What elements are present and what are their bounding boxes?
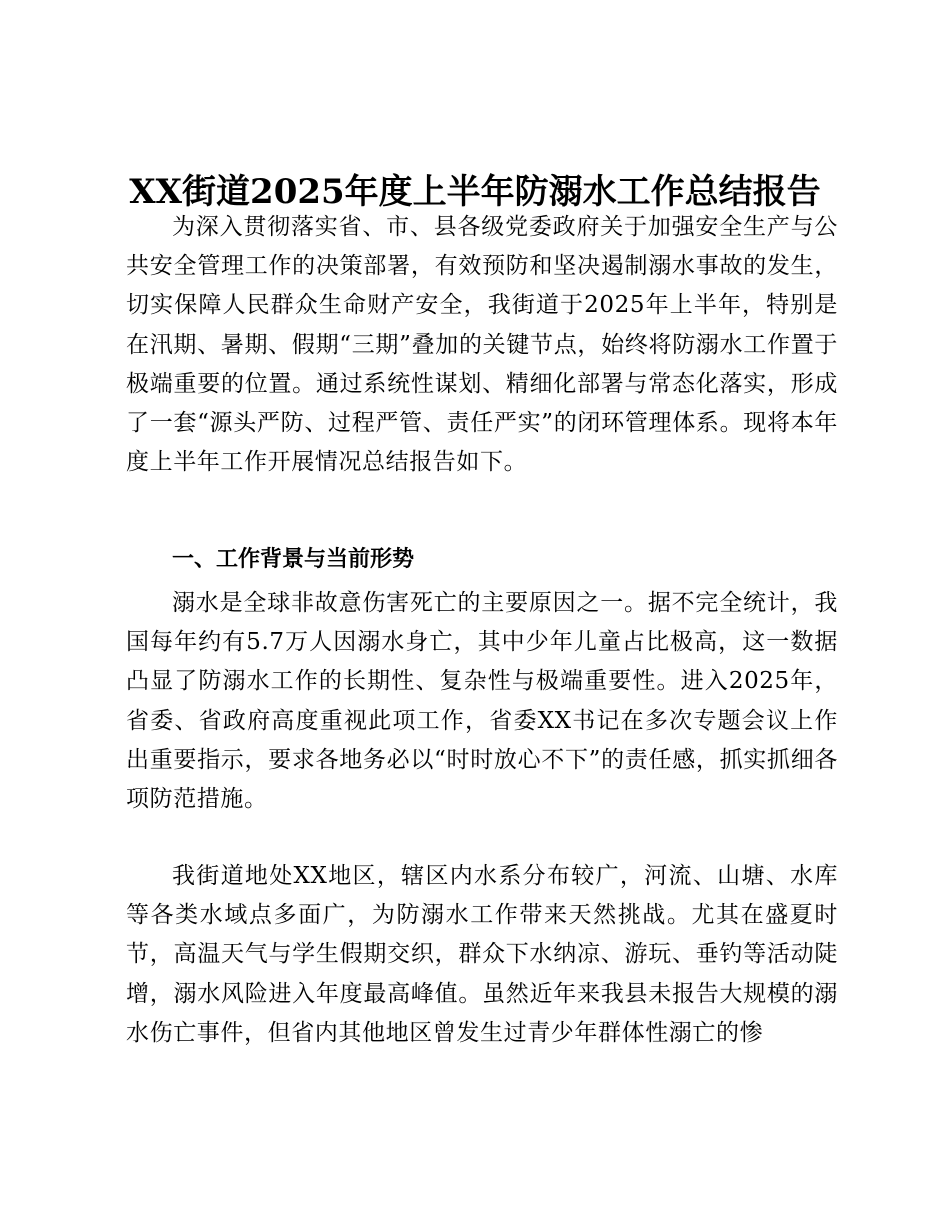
document-title: XX街道2025年度上半年防溺水工作总结报告 xyxy=(129,172,821,212)
intro-paragraph: 为深入贯彻落实省、市、县各级党委政府关于加强安全生产与公共安全管理工作的决策部署，有效预防和坚决遏制溺水事故的发生，切实保障人民群众生命财产安全，我街道于2025年上半年，特别是在汛期、暑期、假期“三期”叠加的关键节点，始终将防溺水工作置于极端重要的位置。通过系统性谋划、精细化部署与常态化落实，形成了一套“源头严防、过程严管、责任严实”的闭环管理体系。现将本年度上半年工作开展情况总结报告如下。 xyxy=(126,214,838,476)
background-paragraph-2: 我街道地处XX地区，辖区内水系分布较广，河流、山塘、水库等各类水域点多面广，为防溺水工作带来天然挑战。尤其在盛夏时节，高温天气与学生假期交织，群众下水纳凉、游玩、垂钓等活动陡增，溺水风险进入年度最高峰值。虽然近年来我县未报告大规模的溺水伤亡事件，但省内其他地区曾发生过青少年群体性溺亡的惨 xyxy=(126,863,838,1046)
background-paragraph-1: 溺水是全球非故意伤害死亡的主要原因之一。据不完全统计，我国每年约有5.7万人因溺水身亡，其中少年儿童占比极高，这一数据凸显了防溺水工作的长期性、复杂性与极端重要性。进入2025年，省委、省政府高度重视此项工作，省委XX书记在多次专题会议上作出重要指示，要求各地务必以“时时放心不下”的责任感，抓实抓细各项防范措施。 xyxy=(126,590,838,813)
section-heading-background: 一、工作背景与当前形势 xyxy=(172,547,415,572)
